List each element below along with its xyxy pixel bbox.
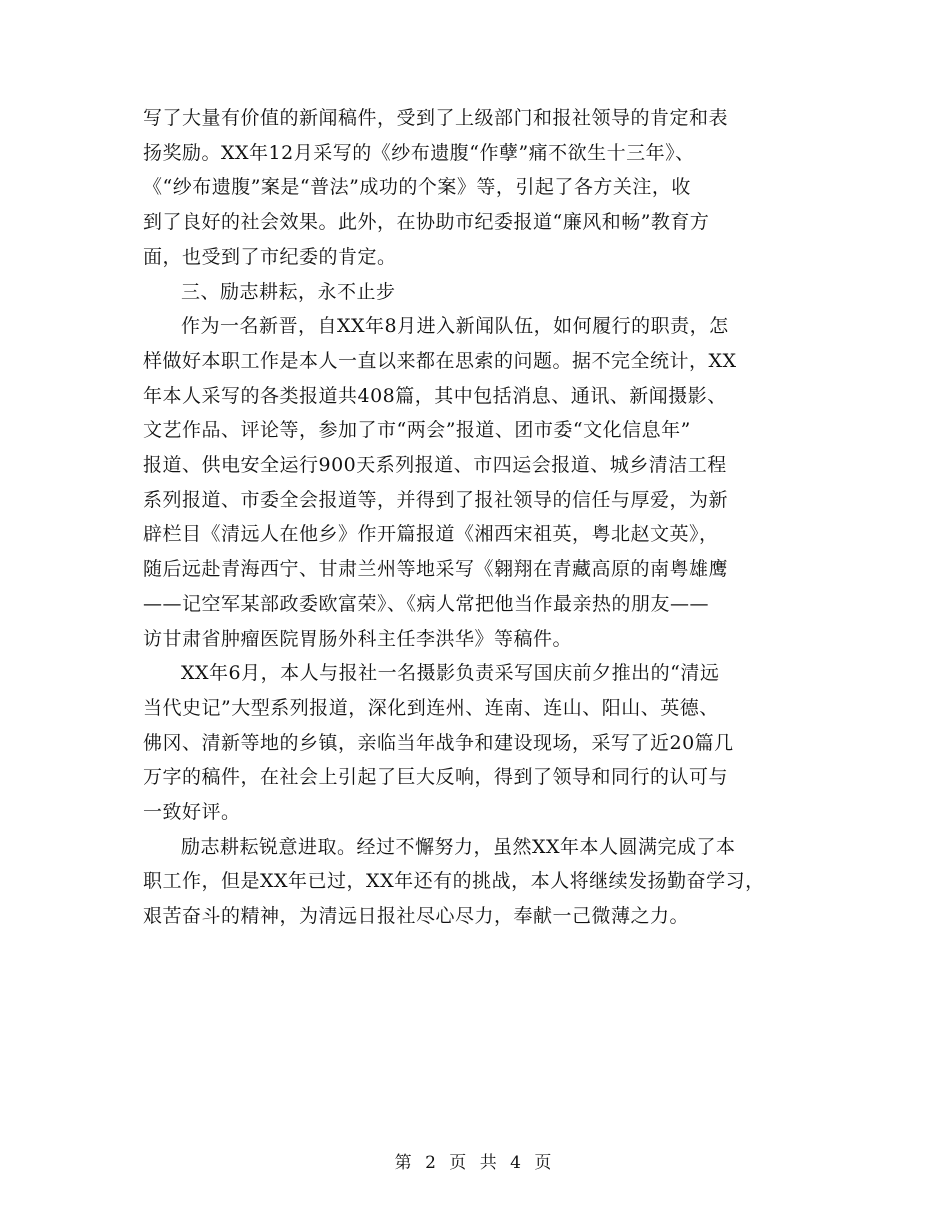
text-line: 艰苦奋斗的精神，为清远日报社尽心尽力，奉献一己微薄之力。 xyxy=(143,905,690,928)
text-line: 样做好本职工作是本人一直以来都在思索的问题。据不完全统计，XX xyxy=(143,349,737,372)
text-line: 写了大量有价值的新闻稿件，受到了上级部门和报社领导的肯定和表 xyxy=(143,107,729,129)
section-heading: 三、励志耕耘，永不止步 xyxy=(181,280,396,303)
text-line: 《“纱布遗腹”案是“普法”成功的个案》等，引起了各方关注，收 xyxy=(143,176,691,199)
page-number: 第 2 页 共 4 页 xyxy=(394,1153,556,1173)
text-line: 辟栏目《清远人在他乡》作开篇报道《湘西宋祖英，粤北赵文英》， xyxy=(143,523,719,546)
text-line: XX年6月，本人与报社一名摄影负责采写国庆前夕推出的“清远 xyxy=(181,662,720,685)
text-line: 一致好评。 xyxy=(143,801,241,824)
text-line: 到了良好的社会效果。此外，在协助市纪委报道“廉风和畅”教育方 xyxy=(143,211,710,234)
text-line: 随后远赴青海西宁、甘肃兰州等地采写《翱翔在青藏高原的南粤雄鹰 xyxy=(143,558,729,581)
text-line: 系列报道、市委全会报道等，并得到了报社领导的信任与厚爱，为新 xyxy=(143,488,729,511)
text-line: ——记空军某部政委欧富荣》、《病人常把他当作最亲热的朋友—— xyxy=(143,592,710,615)
text-line: 年本人采写的各类报道共408篇，其中包括消息、通讯、新闻摄影、 xyxy=(143,384,727,407)
text-line: 访甘肃省肿瘤医院胃肠外科主任李洪华》等稿件。 xyxy=(143,627,573,650)
text-line: 当代史记”大型系列报道，深化到连州、连南、连山、阳山、英德、 xyxy=(143,696,719,719)
text-line: 佛冈、清新等地的乡镇，亲临当年战争和建设现场，采写了近20篇几 xyxy=(143,731,734,754)
text-line: 万字的稿件，在社会上引起了巨大反响，得到了领导和同行的认可与 xyxy=(143,766,729,789)
text-line: 扬奖励。XX年12月采写的《纱布遗腹“作孽”痛不欲生十三年》、 xyxy=(143,141,695,164)
text-line: 面，也受到了市纪委的肯定。 xyxy=(143,245,397,268)
body-text xyxy=(143,101,803,934)
text-line: 作为一名新晋，自XX年8月进入新闻队伍，如何履行的职责，怎 xyxy=(181,315,729,338)
text-line: 报道、供电安全运行900天系列报道、市四运会报道、城乡清洁工程 xyxy=(143,454,727,477)
text-line: 励志耕耘锐意进取。经过不懈努力，虽然XX年本人圆满完成了本 xyxy=(181,835,736,858)
text-line: 文艺作品、评论等，参加了市“两会”报道、团市委“文化信息年” xyxy=(143,419,691,442)
text-line: 职工作，但是XX年已过，XX年还有的挑战，本人将继续发扬勤奋学习， xyxy=(143,870,765,893)
